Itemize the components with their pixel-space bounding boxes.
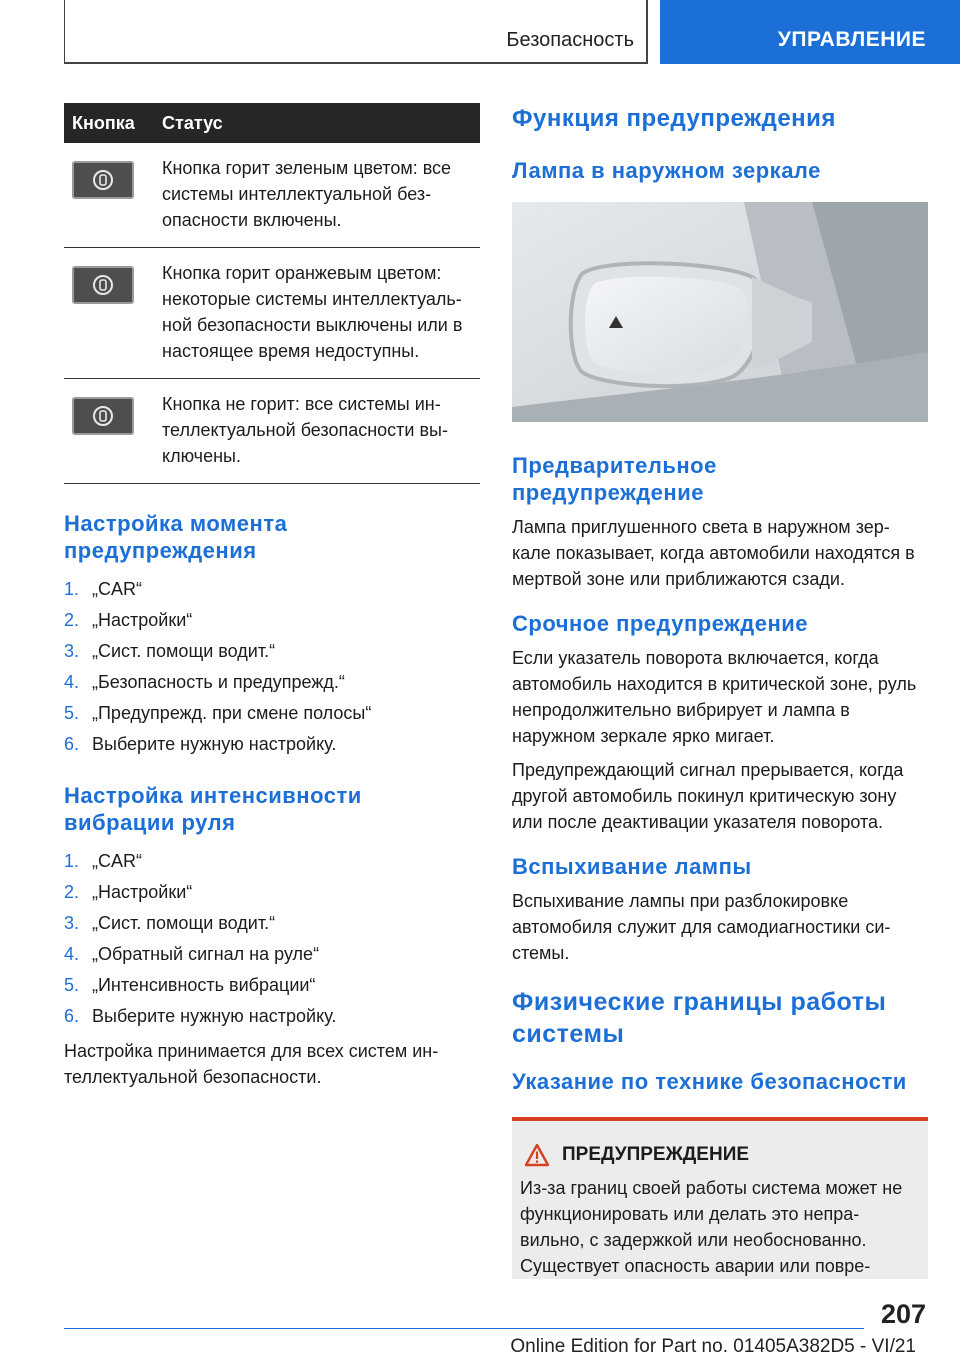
- heading-pre-warning: Предварительное предупреждение: [512, 453, 717, 505]
- warning-text: Из-за границ своей работы система может не функционировать или делать это непра-вильно, с задержкой или необоснованно. Существует опасность аварии или повре-: [520, 1178, 903, 1276]
- list-item: 2. „Настройки“: [64, 610, 193, 630]
- heading-urgent-warning: Срочное предупреждение: [512, 611, 809, 636]
- warning-box: [512, 1117, 928, 1279]
- urgent-warning-text-2: Предупреждающий сигнал прерывается, когда другой автомобиль покинул критическую зону или после деактивации указателя поворота.: [512, 760, 904, 832]
- edition-note: Online Edition for Part no. 01405A382D5 - VI/21: [510, 1336, 916, 1357]
- heading-system-limits: Физические границы работы системы: [512, 988, 887, 1048]
- chapter-title: УПРАВЛЕНИЕ: [777, 28, 926, 51]
- mirror-photo: [512, 202, 928, 422]
- pre-warning-text: Лампа приглушенного света в наружном зер-кале показывает, когда автомобили находятся в мертвой зоне или приближаются сзади.: [512, 517, 915, 589]
- list-item: 6. Выберите нужную настройку.: [64, 1006, 337, 1026]
- header-section-box: [64, 0, 648, 64]
- section-title: Безопасность: [506, 29, 634, 51]
- warning-label: ПРЕДУПРЕЖДЕНИЕ: [562, 1144, 750, 1165]
- status-text: Кнопка горит зеленым цветом: все системы интеллектуальной без-опасности включены.: [154, 143, 480, 248]
- warning-triangle-icon: [524, 1143, 550, 1167]
- list-item: 4. „Безопасность и предупрежд.“: [64, 672, 345, 692]
- table-row: [64, 248, 480, 379]
- list-item: 1. „CAR“: [64, 851, 142, 871]
- page-number: 207: [880, 1299, 926, 1329]
- heading-warning-timing: Настройка момента предупреждения: [64, 511, 288, 563]
- right-column: [512, 103, 928, 1279]
- list-item: 3. „Сист. помощи водит.“: [64, 641, 276, 661]
- list-item: 5. „Предупрежд. при смене полосы“: [64, 703, 372, 723]
- heading-safety-note: Указание по технике безопасности: [512, 1069, 907, 1094]
- urgent-warning-text: Если указатель поворота включается, когда автомобиль находится в критической зоне, руль непродолжительно вибрирует и лампа в наружном зеркале ярко мигает.: [512, 648, 917, 746]
- heading-warning-function: Функция предупреждения: [512, 105, 836, 132]
- column-header-status: Статус: [154, 103, 480, 143]
- list-item: 5. „Интенсивность вибрации“: [64, 975, 316, 995]
- list-item: 4. „Обратный сигнал на руле“: [64, 944, 320, 964]
- status-text: Кнопка не горит: все системы ин-теллектуальной безопасности вы-ключены.: [154, 379, 480, 484]
- column-header-button: Кнопка: [64, 103, 154, 143]
- left-column: [64, 103, 480, 1090]
- table-row: [64, 143, 480, 248]
- list-item: 1. „CAR“: [64, 579, 142, 599]
- status-table: [64, 103, 480, 484]
- steps-warning-timing: [64, 578, 480, 764]
- table-row: [64, 379, 480, 484]
- lamp-flash-text: Вспыхивание лампы при разблокировке автомобиля служит для самодиагностики си-стемы.: [512, 891, 891, 963]
- footer-divider: [64, 1328, 864, 1329]
- heading-lamp-flash: Вспыхивание лампы: [512, 854, 752, 879]
- assist-button-off-icon: [72, 397, 134, 435]
- heading-vibration: Настройка интенсивности вибрации руля: [64, 783, 362, 835]
- list-item: 3. „Сист. помощи водит.“: [64, 913, 276, 933]
- list-item: 6. Выберите нужную настройку.: [64, 734, 337, 754]
- list-item: 2. „Настройки“: [64, 882, 193, 902]
- status-text: Кнопка горит оранжевым цветом: некоторые системы интеллектуаль-ной безопасности выключены или в настоящее время недоступны.: [154, 248, 480, 379]
- vibration-note: Настройка принимается для всех систем ин-теллектуальной безопасности.: [64, 1041, 439, 1087]
- assist-button-orange-icon: [72, 266, 134, 304]
- steps-vibration: [64, 850, 480, 1036]
- heading-mirror-lamp: Лампа в наружном зеркале: [512, 158, 821, 183]
- assist-button-green-icon: [72, 161, 134, 199]
- header-chapter-box: [660, 0, 960, 64]
- status-table-header: [64, 103, 480, 143]
